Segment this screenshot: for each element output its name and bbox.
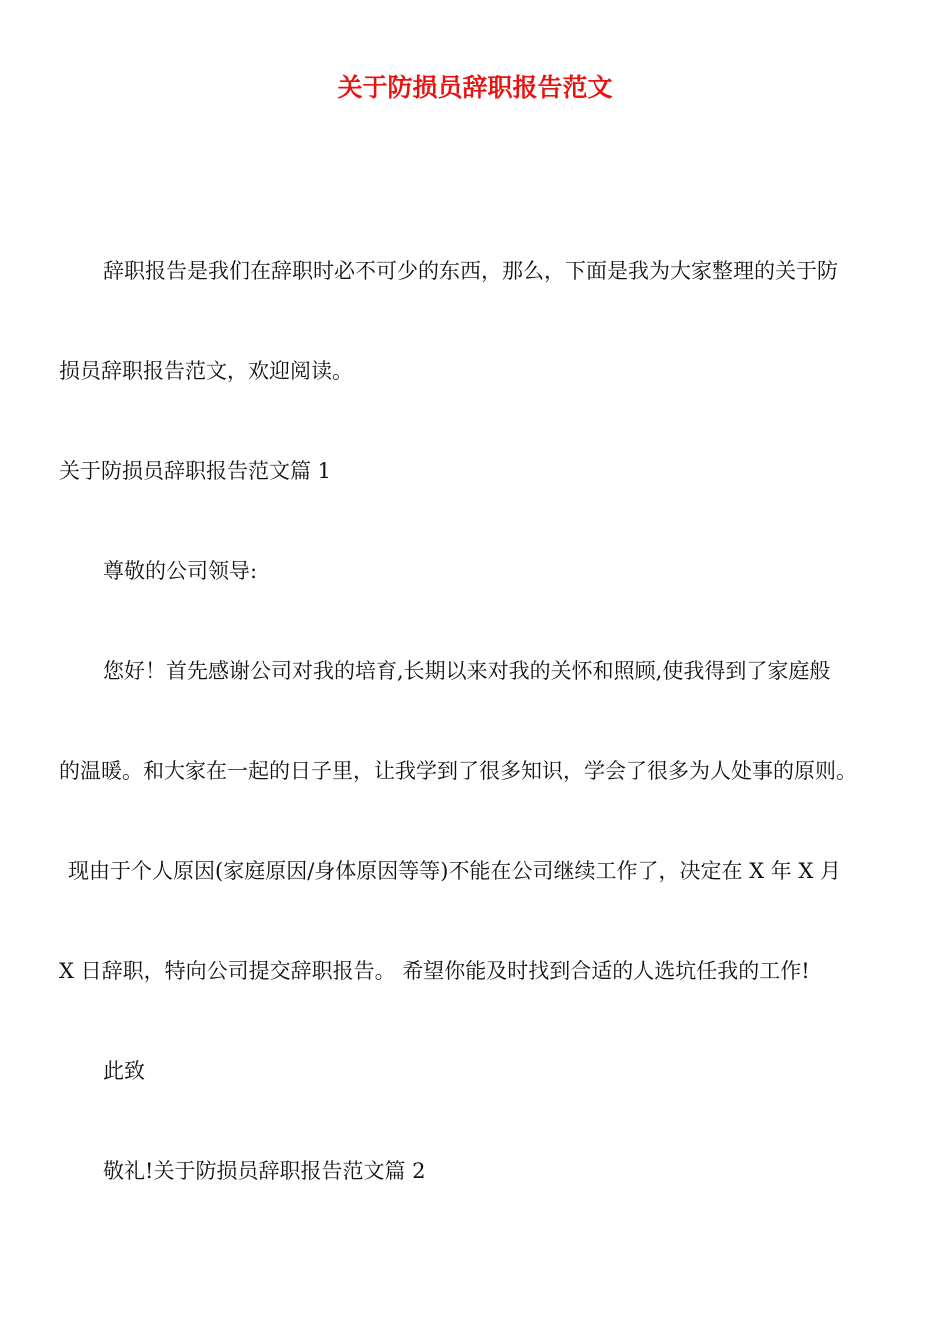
- salutation: 尊敬的公司领导:: [103, 559, 258, 583]
- body-line-4: X 日辞职，特向公司提交辞职报告。 希望你能及时找到合适的人选坑任我的工作!: [59, 959, 810, 983]
- body-line-1: 您好！首先感谢公司对我的培育,长期以来对我的关怀和照顾,使我得到了家庭般: [103, 659, 831, 683]
- intro-line-1: 辞职报告是我们在辞职时必不可少的东西，那么，下面是我为大家整理的关于防: [103, 259, 838, 283]
- section-heading-1: 关于防损员辞职报告范文篇 1: [59, 459, 332, 483]
- body-line-2: 的温暖。和大家在一起的日子里，让我学到了很多知识，学会了很多为人处事的原则。: [59, 759, 857, 783]
- intro-line-2: 损员辞职报告范文，欢迎阅读。: [59, 359, 353, 383]
- document-title: 关于防损员辞职报告范文: [337, 73, 613, 102]
- body-line-3: 现由于个人原因(家庭原因/身体原因等等)不能在公司继续工作了，决定在 X 年 X 月: [68, 859, 842, 883]
- closing-line: 此致: [103, 1059, 145, 1083]
- regards-and-section-heading-2: 敬礼!关于防损员辞职报告范文篇 2: [103, 1159, 426, 1183]
